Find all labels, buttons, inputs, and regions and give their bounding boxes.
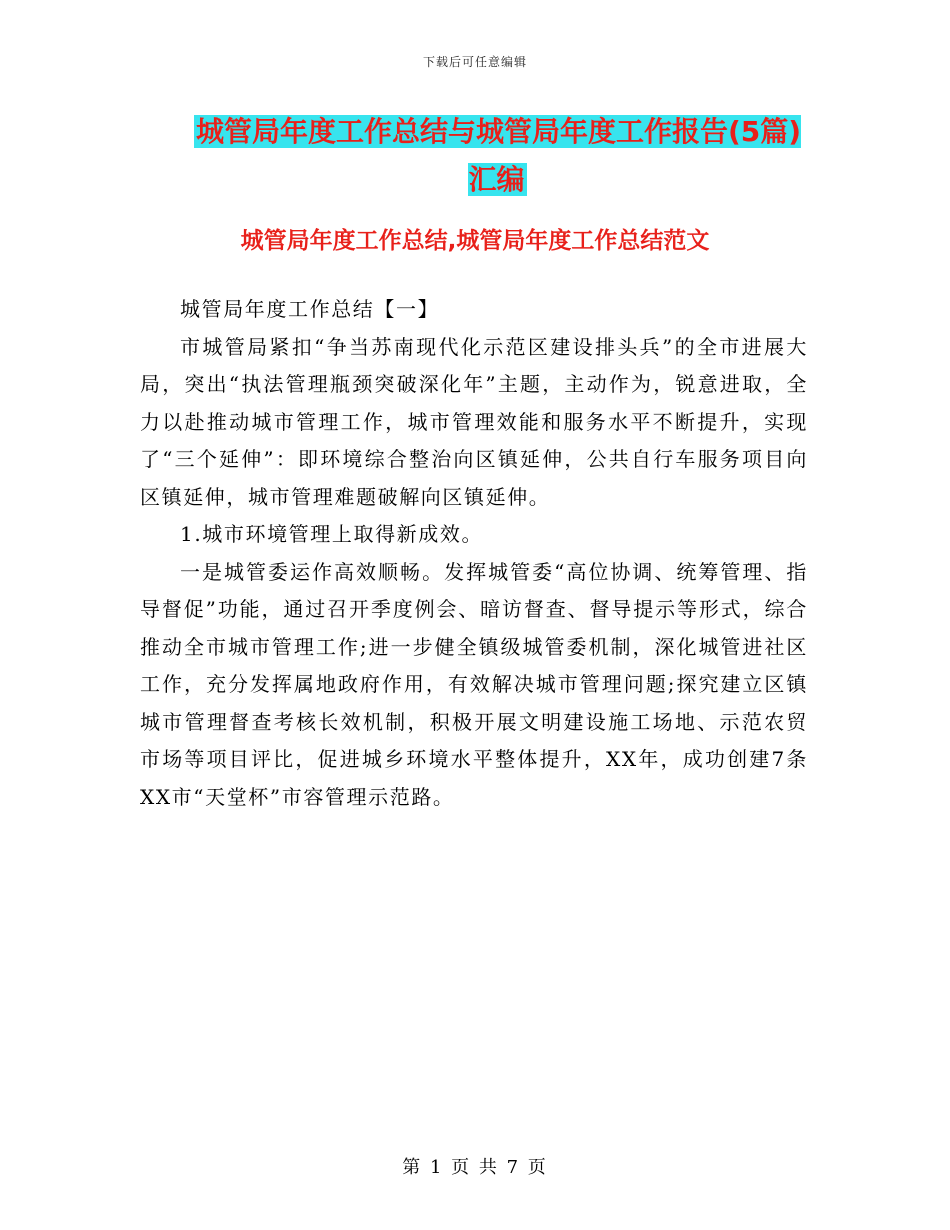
page-footer: 第 1 页 共 7 页 (402, 1157, 548, 1178)
document-title (190, 108, 805, 204)
document-subtitle: 城管局年度工作总结,城管局年度工作总结范文 (240, 228, 710, 254)
paragraph: 城管局年度工作总结【一】 (180, 297, 440, 321)
body-text (140, 291, 808, 816)
paragraph: 市城管局紧扣“争当苏南现代化示范区建设排头兵”的全市进展大局，突出“执法管理瓶颈突破深化年”主题，主动作为，锐意进取，全力以赴推动城市管理工作，城市管理效能和服务水平不断提升，实现了“三个延伸”：即环境综合整治向区镇延伸，公共自行车服务项目向区镇延伸，城市管理难题破解向区镇延伸。 (140, 334, 808, 509)
header-note: 下载后可任意编辑 (422, 55, 527, 69)
paragraph: 1.城市环境管理上取得新成效。 (180, 522, 484, 546)
title-text: 城管局年度工作总结与城管局年度工作报告(5篇)汇编 (195, 115, 802, 196)
paragraph: 一是城管委运作高效顺畅。发挥城管委“高位协调、统筹管理、指导督促”功能，通过召开季度例会、暗访督查、督导提示等形式，综合推动全市城市管理工作;进一步健全镇级城管委机制，深化城管进社区工作，充分发挥属地政府作用，有效解决城市管理问题;探究建立区镇城市管理督查考核长效机制，积极开展文明建设施工场地、示范农贸市场等项目评比，促进城乡环境水平整体提升，XX年，成功创建7条XX市“天堂杯”市容管理示范路。 (140, 559, 808, 809)
